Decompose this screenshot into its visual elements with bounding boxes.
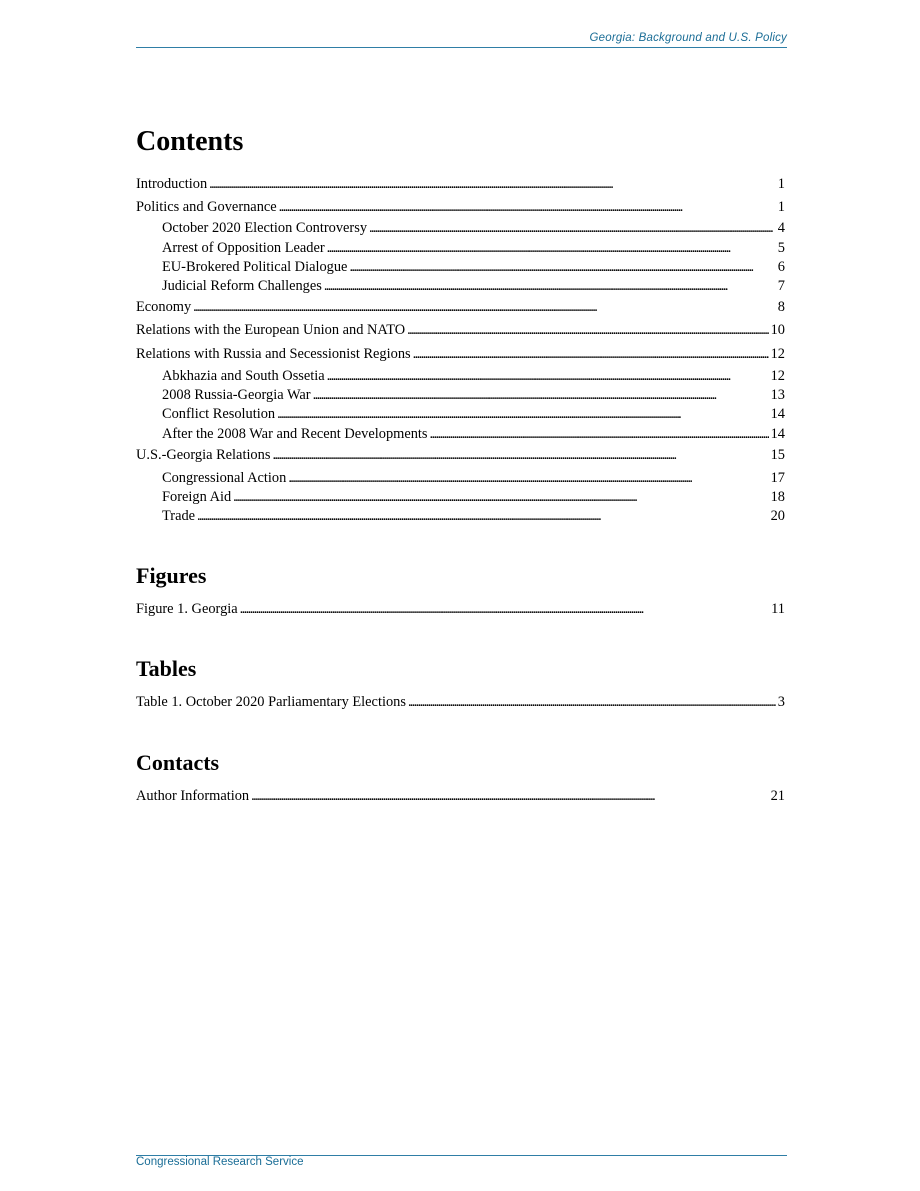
toc-entry-label: Economy bbox=[136, 299, 192, 315]
dot-leader bbox=[327, 366, 769, 386]
dot-leader bbox=[369, 218, 776, 238]
toc-entry-page: 7 bbox=[777, 278, 785, 294]
toc-entry-page: 13 bbox=[770, 387, 785, 403]
toc-entry-label: Introduction bbox=[136, 176, 208, 192]
toc-entry-page: 14 bbox=[770, 426, 785, 442]
toc-entry-label: Politics and Governance bbox=[136, 199, 277, 215]
toc-entry-label: After the 2008 War and Recent Developments bbox=[162, 426, 428, 442]
dot-leader bbox=[327, 238, 776, 258]
dot-leader bbox=[251, 786, 769, 806]
dot-leader bbox=[233, 487, 768, 507]
contacts-heading: Contacts bbox=[136, 750, 220, 775]
dot-leader bbox=[430, 424, 769, 444]
toc-entry-label: Abkhazia and South Ossetia bbox=[162, 368, 325, 384]
toc-entry-label: Author Information bbox=[136, 788, 250, 804]
toc-entry-label: Relations with Russia and Secessionist Regions bbox=[136, 346, 411, 362]
toc-entry-page: 4 bbox=[777, 220, 785, 236]
toc-entry-judicial-reform-challenges[interactable] bbox=[162, 276, 785, 296]
tables-heading: Tables bbox=[136, 656, 197, 681]
toc-entry-label: EU-Brokered Political Dialogue bbox=[162, 259, 348, 275]
toc-entry-page: 12 bbox=[770, 368, 785, 384]
running-footer: Congressional Research Service bbox=[136, 1156, 304, 1168]
dot-leader bbox=[313, 385, 769, 405]
toc-entry-label: Trade bbox=[162, 508, 196, 524]
toc-entry-page: 17 bbox=[770, 470, 785, 486]
toc-entry-page: 1 bbox=[777, 199, 785, 215]
toc-entry-figure-1[interactable] bbox=[136, 599, 785, 619]
toc-entry-page: 14 bbox=[770, 406, 785, 422]
running-header: Georgia: Background and U.S. Policy bbox=[589, 32, 787, 44]
toc-entry-label: U.S.-Georgia Relations bbox=[136, 447, 271, 463]
toc-entry-label: Table 1. October 2020 Parliamentary Elections bbox=[136, 694, 406, 710]
toc-entry-page: 6 bbox=[777, 259, 785, 275]
figures-heading: Figures bbox=[136, 563, 207, 588]
dot-leader bbox=[279, 197, 776, 217]
toc-entry-page: 18 bbox=[770, 489, 785, 505]
header-rule bbox=[136, 47, 787, 48]
toc-entry-page: 8 bbox=[777, 299, 785, 315]
toc-entry-after-2008-war[interactable] bbox=[162, 424, 785, 444]
dot-leader bbox=[324, 276, 776, 296]
toc-entry-page: 10 bbox=[770, 322, 785, 338]
toc-entry-arrest-of-opposition-leader[interactable] bbox=[162, 238, 785, 258]
toc-entry-label: Relations with the European Union and NATO bbox=[136, 322, 406, 338]
toc-entry-page: 1 bbox=[777, 176, 785, 192]
dot-leader bbox=[408, 692, 776, 712]
toc-entry-page: 15 bbox=[770, 447, 785, 463]
dot-leader bbox=[272, 445, 768, 465]
toc-entry-label: 2008 Russia-Georgia War bbox=[162, 387, 311, 403]
toc-entry-abkhazia-south-ossetia[interactable] bbox=[162, 366, 785, 386]
toc-entry-label: Conflict Resolution bbox=[162, 406, 276, 422]
toc-entry-trade[interactable] bbox=[162, 506, 785, 526]
dot-leader bbox=[288, 468, 768, 488]
dot-leader bbox=[209, 174, 776, 194]
dot-leader bbox=[407, 320, 768, 340]
toc-entry-page: 21 bbox=[770, 788, 785, 804]
dot-leader bbox=[349, 257, 775, 277]
toc-entry-relations-eu-nato[interactable] bbox=[136, 320, 785, 340]
contents-heading: Contents bbox=[136, 126, 244, 157]
dot-leader bbox=[413, 344, 769, 364]
toc-entry-table-1[interactable] bbox=[136, 692, 785, 712]
toc-entry-label: Foreign Aid bbox=[162, 489, 232, 505]
toc-entry-label: October 2020 Election Controversy bbox=[162, 220, 368, 236]
toc-entry-page: 20 bbox=[770, 508, 785, 524]
toc-entry-congressional-action[interactable] bbox=[162, 468, 785, 488]
toc-entry-label: Judicial Reform Challenges bbox=[162, 278, 322, 294]
toc-entry-relations-russia[interactable] bbox=[136, 344, 785, 364]
toc-entry-page: 12 bbox=[770, 346, 785, 362]
dot-leader bbox=[197, 506, 769, 526]
dot-leader bbox=[193, 297, 776, 317]
toc-entry-label: Arrest of Opposition Leader bbox=[162, 240, 325, 256]
toc-entry-label: Figure 1. Georgia bbox=[136, 601, 238, 617]
toc-entry-us-georgia-relations[interactable] bbox=[136, 445, 785, 465]
dot-leader bbox=[277, 404, 768, 424]
toc-entry-page: 5 bbox=[777, 240, 785, 256]
toc-entry-2008-russia-georgia-war[interactable] bbox=[162, 385, 785, 405]
toc-entry-economy[interactable] bbox=[136, 297, 785, 317]
toc-entry-page: 3 bbox=[777, 694, 785, 710]
dot-leader bbox=[240, 599, 769, 619]
toc-entry-october-2020-election-controversy[interactable] bbox=[162, 218, 785, 238]
toc-entry-author-information[interactable] bbox=[136, 786, 785, 806]
toc-entry-eu-brokered-political-dialogue[interactable] bbox=[162, 257, 785, 277]
toc-entry-page: 11 bbox=[771, 601, 785, 617]
toc-entry-politics-and-governance[interactable] bbox=[136, 197, 785, 217]
toc-entry-introduction[interactable] bbox=[136, 174, 785, 194]
toc-entry-conflict-resolution[interactable] bbox=[162, 404, 785, 424]
toc-entry-foreign-aid[interactable] bbox=[162, 487, 785, 507]
toc-entry-label: Congressional Action bbox=[162, 470, 287, 486]
